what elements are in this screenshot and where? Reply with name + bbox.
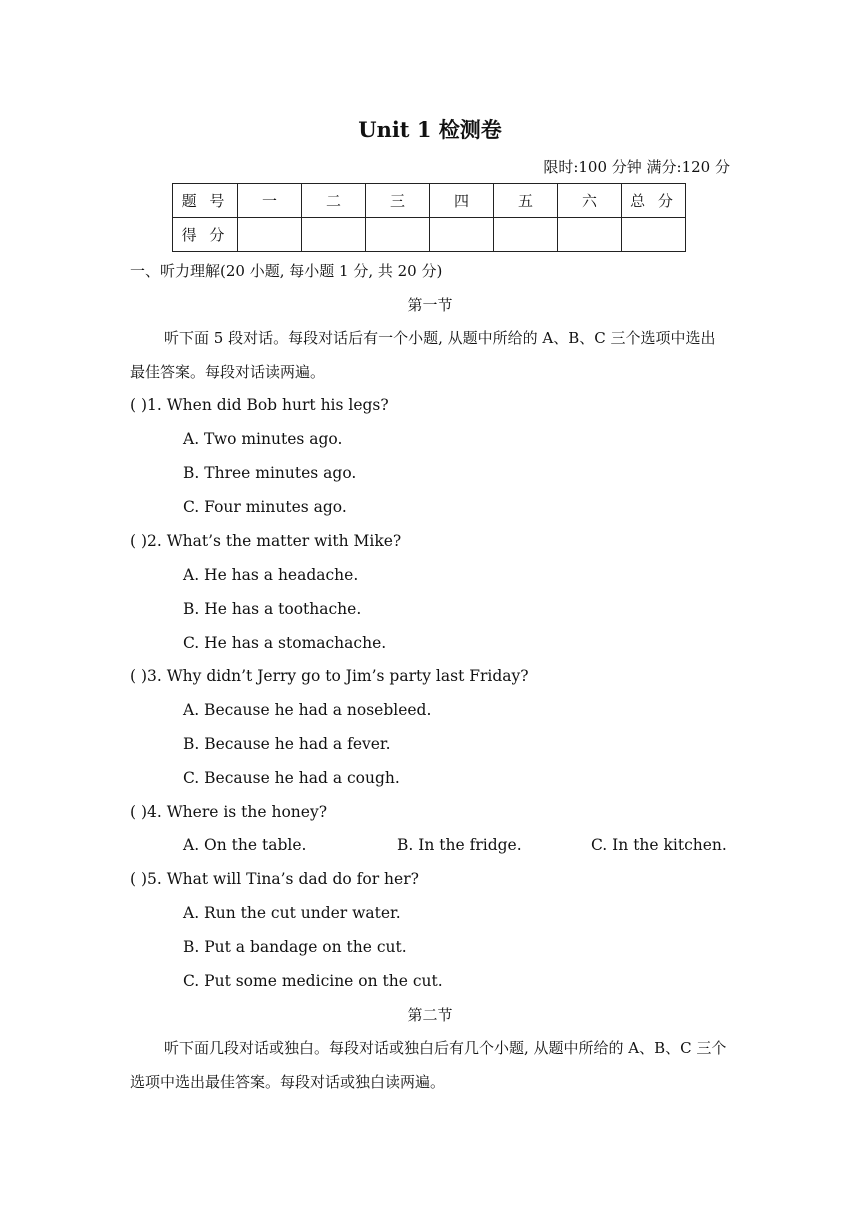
option: C. He has a stomachache.	[183, 634, 387, 652]
option: C. Four minutes ago.	[183, 498, 347, 516]
option: A. Because he had a nosebleed.	[183, 701, 432, 719]
option: A. On the table.	[183, 836, 307, 854]
option: A. Run the cut under water.	[183, 904, 401, 922]
question-stem: ( )1. When did Bob hurt his legs?	[130, 396, 389, 414]
option: A. He has a headache.	[183, 566, 359, 584]
score-cell-3[interactable]	[366, 218, 430, 252]
option: C. Put some medicine on the cut.	[183, 972, 443, 990]
option: B. In the fridge.	[397, 836, 522, 854]
table-header-1: 一	[238, 184, 302, 218]
score-table-header-row	[173, 184, 686, 218]
page-title: Unit 1 检测卷	[358, 117, 502, 142]
instructions: 听下面几段对话或独白。每段对话或独白后有几个小题, 从题中所给的 A、B、C 三个选项中选出最佳答案。每段对话或独白读两遍。	[130, 1039, 727, 1091]
question-stem: ( )5. What will Tina’s dad do for her?	[130, 870, 419, 888]
option: B. Put a bandage on the cut.	[183, 938, 407, 956]
table-header-total: 总 分	[622, 184, 686, 218]
score-table-score-row	[173, 218, 686, 252]
part-title: 第二节	[407, 1006, 453, 1024]
score-cell-6[interactable]	[558, 218, 622, 252]
score-cell-1[interactable]	[238, 218, 302, 252]
table-header-5: 五	[494, 184, 558, 218]
table-header-3: 三	[366, 184, 430, 218]
question-stem: ( )3. Why didn’t Jerry go to Jim’s party last Friday?	[130, 667, 529, 685]
score-cell-5[interactable]	[494, 218, 558, 252]
instructions: 听下面 5 段对话。每段对话后有一个小题, 从题中所给的 A、B、C 三个选项中选出最佳答案。每段对话读两遍。	[130, 329, 716, 381]
option: A. Two minutes ago.	[183, 430, 343, 448]
option: C. Because he had a cough.	[183, 769, 400, 787]
part-title: 第一节	[407, 296, 453, 314]
time-limit-score: 限时:100 分钟 满分:120 分	[543, 158, 730, 176]
option: C. In the kitchen.	[591, 836, 727, 854]
option: B. Because he had a fever.	[183, 735, 391, 753]
section-heading: 一、听力理解(20 小题, 每小题 1 分, 共 20 分)	[130, 262, 443, 280]
table-header-label: 题 号	[173, 184, 238, 218]
option: B. Three minutes ago.	[183, 464, 357, 482]
score-table	[172, 183, 686, 252]
score-cell-total[interactable]	[622, 218, 686, 252]
table-header-4: 四	[430, 184, 494, 218]
table-header-6: 六	[558, 184, 622, 218]
table-header-2: 二	[302, 184, 366, 218]
option: B. He has a toothache.	[183, 600, 362, 618]
score-cell-4[interactable]	[430, 218, 494, 252]
score-cell-2[interactable]	[302, 218, 366, 252]
question-stem: ( )4. Where is the honey?	[130, 803, 328, 821]
table-score-label: 得 分	[173, 218, 238, 252]
question-stem: ( )2. What’s the matter with Mike?	[130, 532, 402, 550]
